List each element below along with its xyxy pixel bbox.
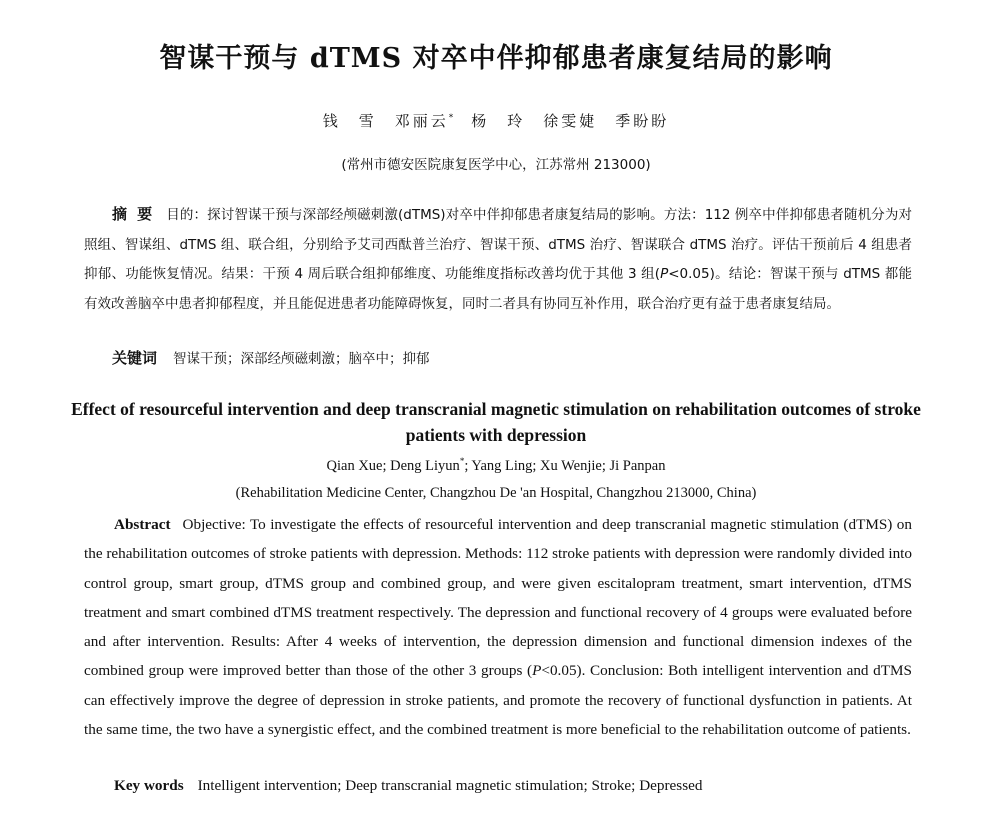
english-keywords	[114, 772, 914, 800]
english-abstract-text-part1: Objective: To investigate the effects of resourceful intervention and deep transcranial magnetic stimulation (dTMS) on the rehabilitation outcomes of stroke patients with depression. Methods: 112 stroke patients with depression were randomly divided into control group, smart group, dTMS group and combined group, and were given escitalopram treatment, smart intervention, dTMS treatment and smart combined dTMS treatment respectively. The depression and functional recovery of 4 groups were evaluated before and after intervention. Results: After 4 weeks of intervention, the depression dimension and functional dimension indexes of the combined group were improved better than those of the other 3 groups (	[84, 516, 912, 680]
english-authors-first: Qian Xue; Deng Liyun	[326, 457, 460, 474]
chinese-abstract	[84, 200, 912, 319]
english-title: Effect of resourceful intervention and deep transcranial magnetic stimulation on rehabilitation outcomes of stroke patients with depression	[71, 399, 921, 445]
chinese-authors-rest: 杨 玲 徐雯婕 季盼盼	[453, 112, 670, 130]
chinese-p-value-symbol: P	[660, 266, 669, 282]
english-p-value-symbol: P	[532, 662, 542, 680]
chinese-title: 智谋干预与 dTMS 对卒中伴抑郁患者康复结局的影响	[159, 43, 833, 74]
english-corresponding-author-mark: *	[459, 456, 465, 466]
chinese-keywords-label: 关键词	[112, 349, 158, 367]
english-author-list	[0, 456, 992, 475]
chinese-keywords	[112, 345, 912, 372]
chinese-affiliation: (常州市德安医院康复医学中心，江苏常州 213000)	[341, 157, 651, 173]
chinese-authors-first: 钱 雪 邓丽云	[322, 112, 449, 130]
chinese-keywords-text: 智谋干预；深部经颅磁刺激；脑卒中；抑郁	[173, 351, 430, 367]
chinese-abstract-label: 摘要	[112, 205, 163, 223]
corresponding-author-mark: *	[448, 113, 454, 123]
english-affiliation: (Rehabilitation Medicine Center, Changzhou De 'an Hospital, Changzhou 213000, China)	[235, 485, 757, 501]
english-abstract	[84, 510, 912, 744]
chinese-author-list	[0, 110, 992, 131]
chinese-abstract-text-part1: 目的：探讨智谋干预与深部经颅磁刺激(dTMS)对卒中伴抑郁患者康复结局的影响。方法：112 例卒中伴抑郁患者随机分为对照组、智谋组、dTMS 组、联合组，分别给予艾司西酞普兰治疗、智谋干预、dTMS 治疗、智谋联合 dTMS 治疗。评估干预前后 4 组患者抑郁、功能恢复情况。结果：干预 4 周后联合组抑郁维度、功能维度指标改善均优于其他 3 组(	[84, 207, 912, 282]
english-keywords-label: Key words	[114, 777, 184, 794]
english-abstract-label: Abstract	[114, 516, 171, 533]
chinese-abstract-text-part2: <0.05)。结论：智谋干预与 dTMS 都能有效改善脑卒中患者抑郁程度，并且能促进患者功能障碍恢复，同时二者具有协同互补作用，联合治疗更有益于患者康复结局。	[84, 266, 912, 312]
english-abstract-text-part2: <0.05). Conclusion: Both intelligent intervention and dTMS can effectively improve the degree of depression in stroke patients, and promote the recovery of functional dysfunction in patients. At the same time, the two have a synergistic effect, and the combined treatment is more beneficial to the rehabilitation outcome of patients.	[84, 662, 912, 739]
english-authors-rest: ; Yang Ling; Xu Wenjie; Ji Panpan	[464, 457, 666, 474]
english-keywords-text: Intelligent intervention; Deep transcranial magnetic stimulation; Stroke; Depressed	[197, 777, 703, 794]
